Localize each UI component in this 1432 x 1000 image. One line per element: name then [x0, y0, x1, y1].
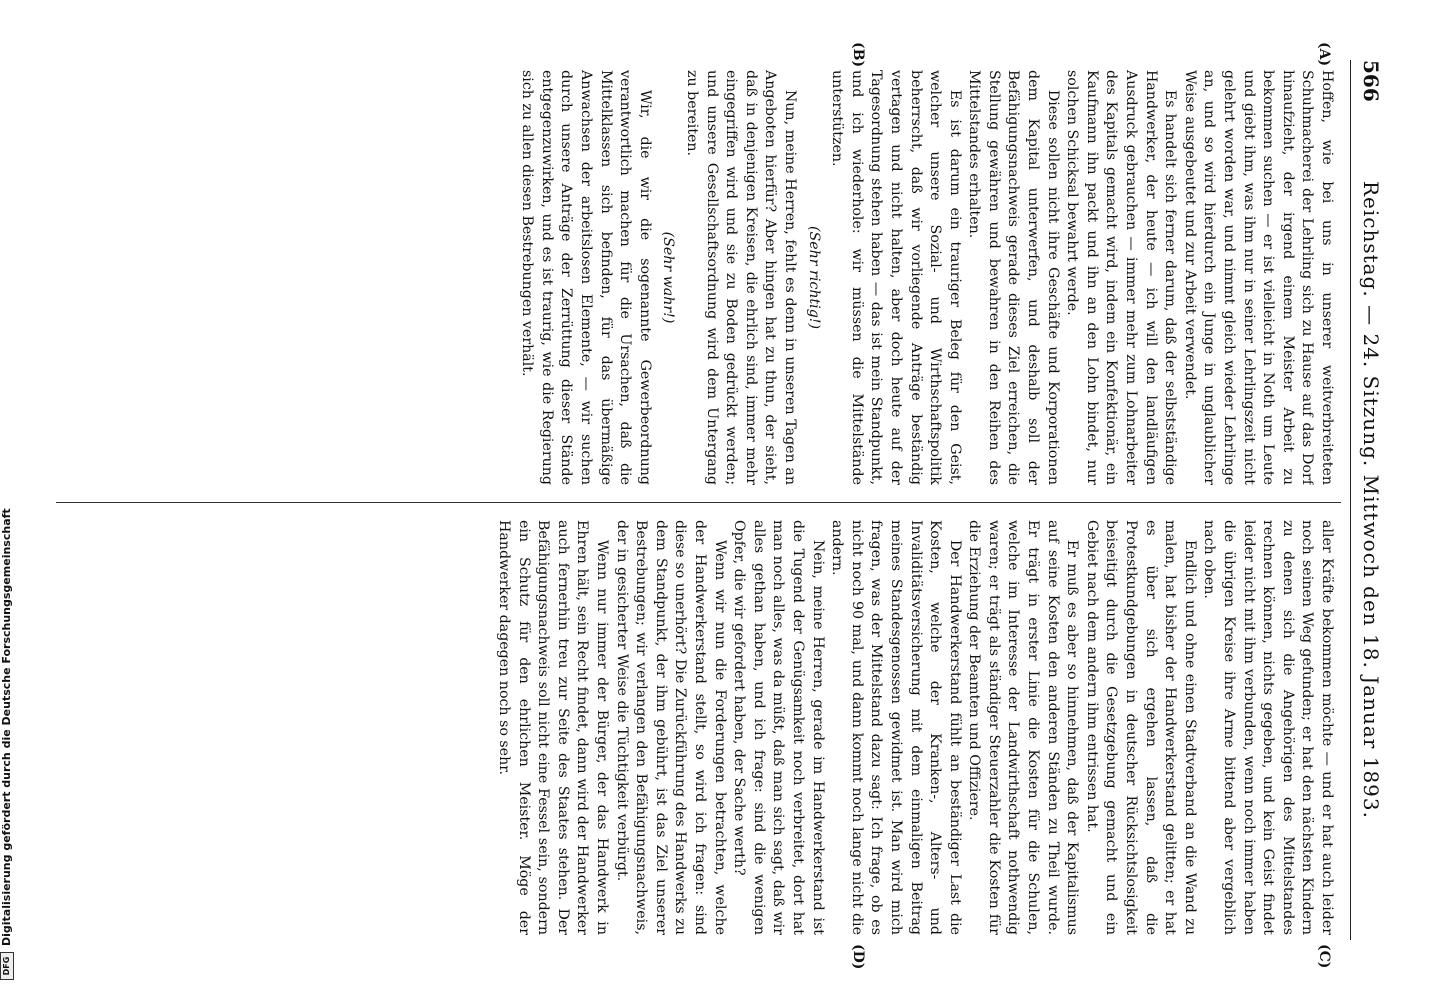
paragraph: Nun, meine Herren, fehlt es denn in unseren Tagen an Angeboten hierfür? Aber hingen hat zu thun, der sieht, daß in denjenigen Kreisen, die ehrlich sind, immer mehr eingegriffen wird und sie zu Boden gedrückt werden; und unsere Gesellschaftsordnung wird dem Untergang zu bereiten. — [684, 70, 798, 485]
column-divider — [56, 502, 1341, 503]
dfg-logo-icon: DFG — [0, 952, 14, 980]
paragraph: aller Kräfte bekommen möchte — und er hat auch leider noch seinen Weg gefunden; er hat den nächsten Kindern zu denen sich die Angehörigen des Mittelstandes rechnen können, nichts gegeben, und kein Geist findet leider nicht mit ihm verbunden, wenn noch immer haben die übrigen Kreise ihre Arme bittend aber vergeblich nach oben. — [1201, 520, 1335, 935]
rotated-page — [26, 30, 1406, 970]
marginal-a: (A) — [1316, 42, 1332, 67]
running-head: Reichstag. — 24. Sitzung. Mittwoch den 18. Januar 1893. — [1359, 181, 1383, 819]
paragraph: Es ist darum ein trauriger Beleg für den Geist, welcher unsere Sozial- und Wirthschaftspolitik beherrscht, daß wir vorliegende Anträge beständig vertagen und nicht halten, aber doch heute auf der Tagesordnung stehen haben — das ist mein Standpunkt, und ich wiederhole: wir müssen die Mittelstände unterstützen. — [829, 70, 963, 485]
interjection: (Sehr richtig!) — [805, 225, 822, 330]
paragraph: Wir, die wir die sogenannte Gewerbeordnung verantwortlich machen für die Ursachen, daß die Mittelklassen sich befinden, für das übermäßige Anwachsen der arbeitslosen Elemente, — wir suchen durch unsere Anträge der Zerrüttung dieser Stände entgegenzuwirken, und es ist traurig, wie die Regierung sich zu allen diesen Bestrebungen verhält. — [519, 70, 653, 485]
left-column — [46, 70, 1336, 485]
paragraph: Wenn nur immer der Bürger, der das Handwerk in Ehren hält, sein Recht findet, dann wird der Handwerker auch fernerhin treu zur Seite des Staates stehen. Der Befähigungsnachweis soll nicht eine Fessel sein, sondern ein Schutz für den ehrlichen Meister. Möge der Handwerker dagegen noch so sehr. — [496, 520, 611, 935]
paragraph: Nein, meine Herren, gerade im Handwerkerstand ist die Tugend der Genügsamkeit noch verbreitet, dort hat man noch alles, was da müßt, daß man sich sagt, daß wir alles gethan haben, und ich frage: sind die wenigen Opfer, die wir gefordert haben, der Sache werth? — [731, 520, 826, 935]
footer-text: Digitalisierung gefördert durch die Deutsche Forschungsgemeinschaft — [0, 508, 13, 946]
marginal-b: (B) — [850, 42, 866, 68]
paragraph: Hoffen, wie bei uns in unserer weitverbreiteten Schuhmacherei der Lehrling sich zu Hause auf das Dorf hinaufzieht, der irgend einem Meister Arbeit zu bekommen suchen — er ist vielleicht in Noth um Leute und giebt ihm, was ihm nur in seiner Lehrlingszeit nicht gelehrt worden war, und nimmt gleich wieder Lehrlinge an, und so wird hierdurch ein Junge in unglaublicher Weise ausgebeutet und zur Arbeit verwendet. — [1181, 70, 1335, 485]
paragraph: Endlich und ohne einen Stadtverband an die Wand zu malen, hat bisher der Handwerkerstand gelitten; er hat es über sich ergehen lassen, daß die Protestkundgebungen in deutscher Rücksichtslosigkeit beiseitigt durch die Gesetzgebung gemacht und ein Gebiet nach dem andern ihm entrissen hat. — [1083, 520, 1198, 935]
paragraph: Wenn wir nun die Forderungen betrachten, welche der Handwerkerstand stellt, so wird ich fragen: sind diese so unerhört? Die Zurückführung des Handwerks zu dem Standpunkt, der ihm gebührt, ist das Ziel unserer Bestrebungen; wir verlangen den Befähigungsnachweis, der in gesicherter Weise die Tüchtigkeit verbürgt. — [613, 520, 728, 935]
page-number: 566 — [1359, 60, 1383, 102]
digitization-footer — [0, 0, 16, 980]
right-column — [46, 520, 1336, 935]
paragraph: Es handelt sich ferner darum, daß der selbstständige Handwerker, der heute — ich will den landläufigen Ausdruck gebrauchen — immer mehr zum Lohnarbeiter des Kapitals gemacht wird, indem ein Konfektionär, ein Kaufmann ihn packt und ihn an den Lohn bindet, nur solchen Schicksal bewahrt werde. — [1064, 70, 1179, 485]
paragraph: Diese sollen nicht ihre Geschäfte und Korporationen dem Kapital unterwerfen, und deshalb soll der Befähigungsnachweis gerade dieses Ziel erreichen, die Stellung gewähren und bewahren in den Reihen des Mittelstandes erhalten. — [966, 70, 1061, 485]
page-header — [1350, 60, 1391, 940]
marginal-c: (C) — [1316, 944, 1332, 969]
paragraph: Er muß es aber so hinnehmen, daß der Kapitalismus auf seine Kosten den anderen Ständen zu Theil wurde. Er trägt in erster Linie die Kosten für die Schulen, welche im Interesse der Landwirthschaft nothwendig waren; er trägt als ständiger Steuerzahler die Kosten für die Erziehung der Beamten und Offiziere. — [966, 520, 1081, 935]
marginal-d: (D) — [850, 944, 866, 970]
paragraph: Der Handwerkerstand fühlt an beständiger Last die Kosten, welche der Kranken-, Alters- und Invaliditätsversicherung mit dem einmaligen Beitrag meines Standesgenossen gewidmet ist. Man wird mich fragen, was der Mittelstand dazu sagt: Ich frage, ob es nicht noch 90 mal, und dann kommt noch lange nicht die andern. — [829, 520, 963, 935]
interjection: (Sehr wahr!) — [660, 231, 677, 324]
